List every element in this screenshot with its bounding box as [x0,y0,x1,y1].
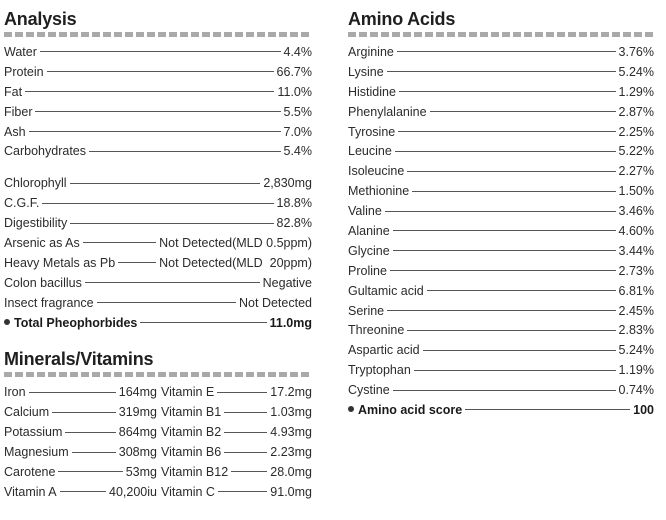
mineral-cell [4,442,157,462]
amino-row [348,261,654,281]
mineral-cell [4,402,157,422]
analysis-row [4,82,312,102]
analysis-divider [4,32,312,37]
amino-score-label: Amino acid score [358,402,463,417]
leader-line [393,390,616,391]
leader-line [231,471,267,472]
vitamin-label: Vitamin E [161,385,215,400]
leader-line [427,290,616,291]
amino-row [348,201,654,221]
amino-row [348,340,654,360]
amino-row [348,221,654,241]
amino-row [348,181,654,201]
leader-line [390,270,616,271]
leader-line [70,183,261,184]
leader-line [58,471,122,472]
analysis-value: 11.0% [277,84,312,99]
analysis-value: 4.4% [283,44,312,59]
leader-line [118,262,156,263]
amino-value: 3.44% [618,243,654,258]
amino-label: Gultamic acid [348,283,424,298]
left-column [4,8,312,502]
leader-line [395,151,616,152]
amino-row [348,42,654,62]
mineral-label: Vitamin A [4,484,57,499]
amino-label: Histidine [348,84,396,99]
amino-value: 2.25% [618,124,654,139]
vitamin-cell [157,462,312,482]
leader-line [224,432,267,433]
amino-label: Methionine [348,184,410,199]
vitamin-cell [157,422,312,442]
mineral-label: Potassium [4,425,63,440]
leader-line [89,151,281,152]
vitamin-label: Vitamin B6 [161,445,222,460]
minerals-row [4,382,312,402]
amino-value: 1.29% [618,84,654,99]
leader-line [399,91,616,92]
amino-row [348,141,654,161]
amino-row [348,380,654,400]
mineral-cell [4,382,157,402]
analysis-label: C.G.F. [4,196,40,211]
analysis-row [4,213,312,233]
amino-row [348,281,654,301]
amino-label: Tyrosine [348,124,396,139]
minerals-row [4,402,312,422]
analysis-value: 5.5% [283,104,312,119]
vitamin-value: 28.0mg [270,464,312,479]
leader-line [465,409,630,410]
leader-line [398,131,615,132]
amino-label: Leucine [348,144,392,159]
amino-value: 2.27% [618,164,654,179]
amino-value: 2.73% [618,263,654,278]
amino-value: 1.19% [618,363,654,378]
leader-line [97,302,236,303]
amino-label: Lysine [348,64,384,79]
analysis-label: Arsenic as As [4,235,80,250]
vitamin-label: Vitamin B12 [161,464,229,479]
amino-row [348,360,654,380]
analysis-value: 2,830mg [263,176,312,191]
amino-row [348,161,654,181]
leader-line [393,250,616,251]
total-pheophorbides-row [4,313,312,333]
leader-line [423,350,616,351]
amino-score-row [348,400,654,420]
amino-score-value: 100 [633,402,654,417]
mineral-cell [4,482,157,502]
vitamin-value: 17.2mg [270,385,312,400]
leader-line [42,203,273,204]
vitamin-label: Vitamin C [161,484,215,499]
bullet-icon [348,406,354,412]
analysis-value: 82.8% [276,216,312,231]
analysis-value: 7.0% [283,124,312,139]
analysis-group1 [4,42,312,161]
analysis-row [4,62,312,82]
amino-row [348,241,654,261]
analysis-label: Protein [4,64,44,79]
analysis-row [4,141,312,161]
leader-line [385,211,616,212]
analysis-value: 66.7% [276,64,312,79]
total-value: 11.0mg [269,315,312,330]
right-column [348,8,654,420]
leader-line [224,412,267,413]
amino-title: Amino Acids [348,9,456,29]
amino-label: Phenylalanine [348,104,427,119]
analysis-value: Not Detected [239,295,312,310]
analysis-row [4,233,312,253]
analysis-label: Colon bacillus [4,275,82,290]
vitamin-label: Vitamin B1 [161,405,222,420]
amino-value: 0.74% [618,383,654,398]
analysis-value: Not Detected(MLD 0.5ppm) [159,235,312,250]
minerals-row [4,442,312,462]
amino-label: Proline [348,263,387,278]
vitamin-cell [157,382,312,402]
vitamin-cell [157,442,312,462]
analysis-label: Digestibility [4,216,68,231]
analysis-label: Heavy Metals as Pb [4,255,116,270]
leader-line [35,111,280,112]
vitamin-value: 2.23mg [270,445,312,460]
analysis-title: Analysis [4,9,77,29]
mineral-label: Calcium [4,405,50,420]
leader-line [397,51,616,52]
amino-label: Threonine [348,323,405,338]
leader-line [407,171,615,172]
leader-line [70,223,273,224]
analysis-value: 5.4% [283,144,312,159]
amino-divider [348,32,654,37]
leader-line [140,322,266,323]
analysis-row [4,102,312,122]
analysis-row [4,173,312,193]
amino-row [348,122,654,142]
amino-label: Arginine [348,44,394,59]
mineral-value: 164mg [118,385,157,400]
leader-line [407,330,615,331]
leader-line [85,282,260,283]
analysis-value: 18.8% [276,196,312,211]
mineral-label: Iron [4,385,26,400]
leader-line [387,310,615,311]
leader-line [430,111,616,112]
mineral-value: 40,200iu [109,484,157,499]
leader-line [217,392,267,393]
leader-line [218,491,267,492]
leader-line [72,452,116,453]
amino-label: Tryptophan [348,363,411,378]
amino-value: 5.24% [618,343,654,358]
amino-value: 4.60% [618,223,654,238]
bullet-icon [4,319,10,325]
analysis-row [4,253,312,273]
amino-value: 2.87% [618,104,654,119]
analysis-row [4,193,312,213]
minerals-row [4,422,312,442]
mineral-cell [4,422,157,442]
leader-line [412,191,615,192]
vitamin-cell [157,402,312,422]
analysis-value: Not Detected(MLD 20ppm) [159,255,312,270]
minerals-divider [4,372,312,377]
amino-value: 2.45% [618,303,654,318]
analysis-label: Insect fragrance [4,295,94,310]
mineral-value: 864mg [118,425,157,440]
analysis-label: Carbohydrates [4,144,86,159]
analysis-label: Chlorophyll [4,176,67,191]
amino-row [348,102,654,122]
amino-value: 6.81% [618,283,654,298]
amino-row [348,82,654,102]
leader-line [29,392,116,393]
minerals-row [4,462,312,482]
group-spacer [4,161,312,173]
mineral-label: Magnesium [4,445,69,460]
amino-value: 1.50% [618,184,654,199]
amino-label: Cystine [348,383,390,398]
analysis-label: Water [4,44,37,59]
amino-value: 5.24% [618,64,654,79]
minerals-title: Minerals/Vitamins [4,349,154,370]
amino-label: Valine [348,204,382,219]
vitamin-value: 4.93mg [270,425,312,440]
analysis-value: Negative [262,275,312,290]
leader-line [60,491,106,492]
leader-line [83,242,156,243]
analysis-label: Fiber [4,104,33,119]
vitamin-cell [157,482,312,502]
amino-row [348,320,654,340]
amino-value: 2.83% [618,323,654,338]
leader-line [65,432,115,433]
mineral-label: Carotene [4,464,56,479]
leader-line [387,71,616,72]
amino-label: Glycine [348,243,390,258]
leader-line [40,51,281,52]
vitamin-value: 1.03mg [270,405,312,420]
analysis-row [4,122,312,142]
leader-line [414,370,616,371]
leader-line [47,71,274,72]
minerals-row [4,482,312,502]
amino-label: Aspartic acid [348,343,420,358]
leader-line [393,230,616,231]
amino-value: 5.22% [618,144,654,159]
amino-list [348,42,654,420]
leader-line [29,131,281,132]
analysis-label: Fat [4,84,23,99]
mineral-value: 319mg [118,405,157,420]
leader-line [52,412,116,413]
analysis-row [4,293,312,313]
mineral-value: 53mg [125,464,157,479]
amino-label: Isoleucine [348,164,405,179]
mineral-value: 308mg [118,445,157,460]
leader-line [25,91,274,92]
analysis-group2 [4,173,312,332]
amino-row [348,62,654,82]
amino-row [348,301,654,321]
amino-label: Serine [348,303,385,318]
analysis-row [4,42,312,62]
vitamin-value: 91.0mg [270,484,312,499]
minerals-section [4,348,312,501]
amino-value: 3.46% [618,204,654,219]
amino-value: 3.76% [618,44,654,59]
total-label: Total Pheophorbides [14,315,138,330]
analysis-row [4,273,312,293]
leader-line [224,452,267,453]
mineral-cell [4,462,157,482]
vitamin-label: Vitamin B2 [161,425,222,440]
amino-label: Alanine [348,223,390,238]
analysis-label: Ash [4,124,26,139]
